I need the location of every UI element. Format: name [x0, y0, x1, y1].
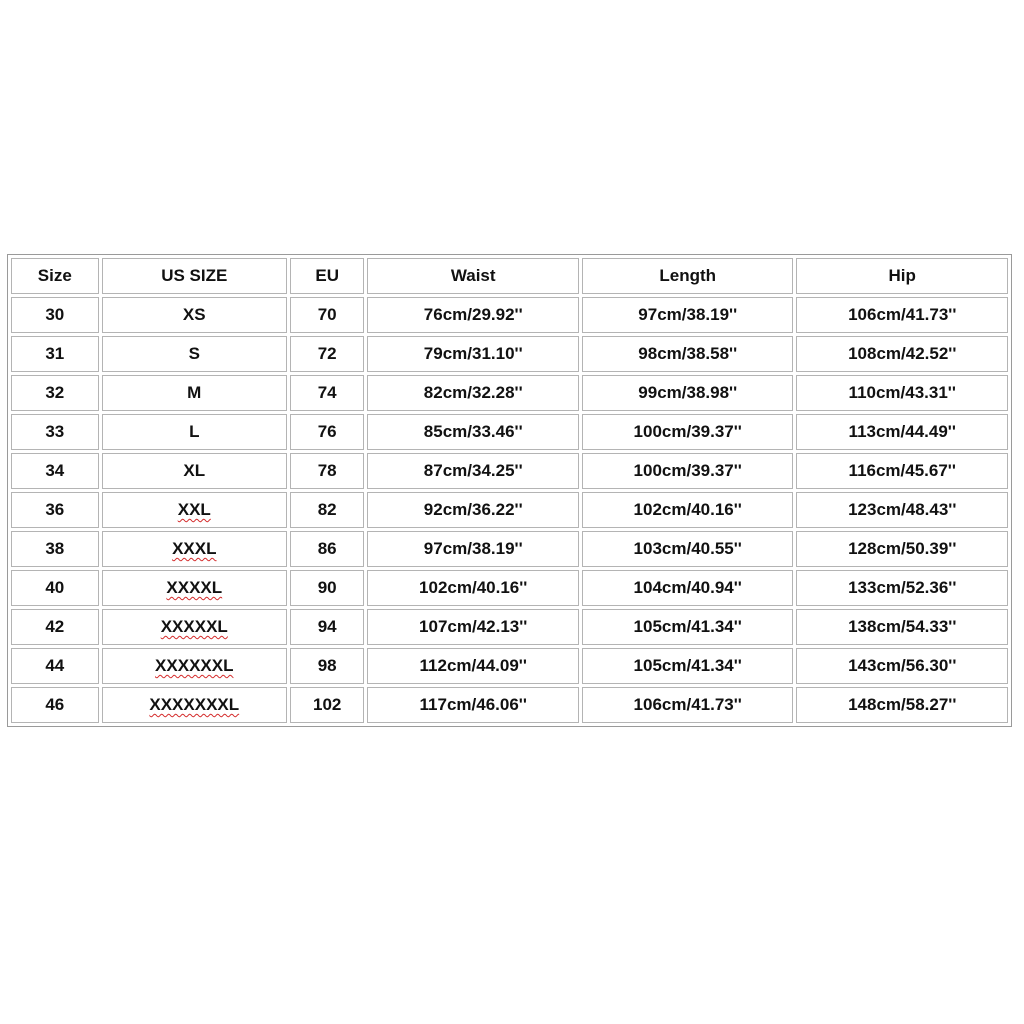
table-row [11, 492, 1008, 528]
table-row [11, 609, 1008, 645]
us-size-value: S [188, 344, 200, 363]
eu-cell: 82 [290, 492, 365, 528]
waist-cell: 79cm/31.10'' [367, 336, 579, 372]
length-cell: 105cm/41.34'' [582, 609, 794, 645]
hip-cell: 123cm/48.43'' [796, 492, 1008, 528]
hip-cell: 128cm/50.39'' [796, 531, 1008, 567]
size-cell: 34 [11, 453, 99, 489]
us-size-cell [102, 687, 287, 723]
size-cell: 46 [11, 687, 99, 723]
header-hip: Hip [796, 258, 1008, 294]
table-row [11, 531, 1008, 567]
length-cell: 104cm/40.94'' [582, 570, 794, 606]
length-cell: 98cm/38.58'' [582, 336, 794, 372]
eu-cell: 78 [290, 453, 365, 489]
waist-cell: 117cm/46.06'' [367, 687, 579, 723]
us-size-cell [102, 297, 287, 333]
hip-cell: 113cm/44.49'' [796, 414, 1008, 450]
us-size-value: XXL [177, 500, 211, 519]
eu-cell: 90 [290, 570, 365, 606]
us-size-cell [102, 375, 287, 411]
header-waist: Waist [367, 258, 579, 294]
us-size-cell [102, 414, 287, 450]
waist-cell: 87cm/34.25'' [367, 453, 579, 489]
hip-cell: 116cm/45.67'' [796, 453, 1008, 489]
waist-cell: 107cm/42.13'' [367, 609, 579, 645]
eu-cell: 70 [290, 297, 365, 333]
length-cell: 97cm/38.19'' [582, 297, 794, 333]
us-size-cell [102, 648, 287, 684]
eu-cell: 72 [290, 336, 365, 372]
size-chart-table [7, 254, 1012, 727]
hip-cell: 106cm/41.73'' [796, 297, 1008, 333]
us-size-value: M [187, 383, 202, 402]
header-length: Length [582, 258, 794, 294]
header-us-size: US SIZE [102, 258, 287, 294]
header-row [11, 258, 1008, 294]
length-cell: 100cm/39.37'' [582, 453, 794, 489]
us-size-cell [102, 453, 287, 489]
eu-cell: 86 [290, 531, 365, 567]
waist-cell: 92cm/36.22'' [367, 492, 579, 528]
length-cell: 106cm/41.73'' [582, 687, 794, 723]
size-cell: 44 [11, 648, 99, 684]
length-cell: 100cm/39.37'' [582, 414, 794, 450]
size-cell: 30 [11, 297, 99, 333]
waist-cell: 76cm/29.92'' [367, 297, 579, 333]
us-size-cell [102, 336, 287, 372]
size-cell: 40 [11, 570, 99, 606]
length-cell: 102cm/40.16'' [582, 492, 794, 528]
us-size-value: XXXXXL [160, 617, 228, 636]
waist-cell: 85cm/33.46'' [367, 414, 579, 450]
hip-cell: 108cm/42.52'' [796, 336, 1008, 372]
us-size-value: L [189, 422, 200, 441]
us-size-value: XL [183, 461, 206, 480]
table-row [11, 414, 1008, 450]
us-size-value: XXXL [172, 539, 217, 558]
length-cell: 99cm/38.98'' [582, 375, 794, 411]
table-row [11, 687, 1008, 723]
hip-cell: 133cm/52.36'' [796, 570, 1008, 606]
size-cell: 36 [11, 492, 99, 528]
eu-cell: 94 [290, 609, 365, 645]
size-cell: 32 [11, 375, 99, 411]
hip-cell: 148cm/58.27'' [796, 687, 1008, 723]
hip-cell: 143cm/56.30'' [796, 648, 1008, 684]
table-row [11, 570, 1008, 606]
us-size-cell [102, 609, 287, 645]
size-cell: 42 [11, 609, 99, 645]
table-row [11, 336, 1008, 372]
eu-cell: 76 [290, 414, 365, 450]
table-row [11, 453, 1008, 489]
waist-cell: 82cm/32.28'' [367, 375, 579, 411]
header-size: Size [11, 258, 99, 294]
hip-cell: 138cm/54.33'' [796, 609, 1008, 645]
waist-cell: 97cm/38.19'' [367, 531, 579, 567]
table-row [11, 648, 1008, 684]
length-cell: 103cm/40.55'' [582, 531, 794, 567]
table-row [11, 297, 1008, 333]
us-size-value: XS [182, 305, 206, 324]
eu-cell: 102 [290, 687, 365, 723]
eu-cell: 98 [290, 648, 365, 684]
us-size-cell [102, 531, 287, 567]
us-size-cell [102, 570, 287, 606]
length-cell: 105cm/41.34'' [582, 648, 794, 684]
us-size-value: XXXXXXXL [149, 695, 240, 714]
waist-cell: 112cm/44.09'' [367, 648, 579, 684]
us-size-cell [102, 492, 287, 528]
waist-cell: 102cm/40.16'' [367, 570, 579, 606]
eu-cell: 74 [290, 375, 365, 411]
size-cell: 31 [11, 336, 99, 372]
hip-cell: 110cm/43.31'' [796, 375, 1008, 411]
size-cell: 38 [11, 531, 99, 567]
header-eu: EU [290, 258, 365, 294]
size-cell: 33 [11, 414, 99, 450]
table-row [11, 375, 1008, 411]
us-size-value: XXXXXXL [155, 656, 234, 675]
us-size-value: XXXXL [166, 578, 223, 597]
